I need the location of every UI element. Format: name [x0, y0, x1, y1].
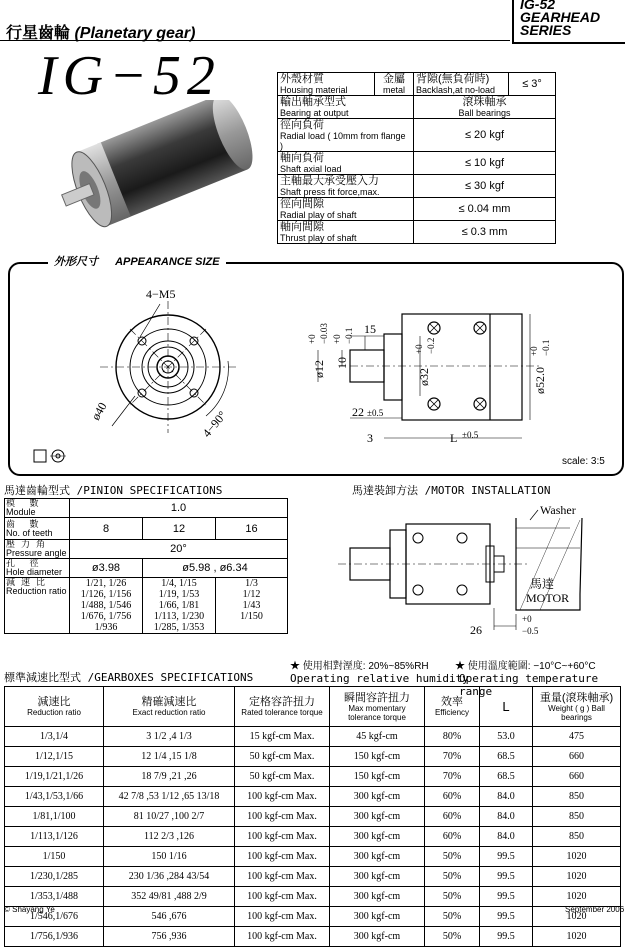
- col-header-zh: 精確減速比: [141, 696, 197, 708]
- table-cell: 84.0: [480, 827, 533, 847]
- table-cell: 68.5: [480, 747, 533, 767]
- angle-label-zh: 壓力角: [6, 539, 52, 549]
- table-cell: 100 kgf-cm Max.: [235, 807, 330, 827]
- header-rule: [0, 40, 510, 41]
- projection-symbol-icon: [34, 450, 66, 462]
- table-cell: 660: [533, 747, 621, 767]
- table-cell: 50 kgf-cm Max.: [235, 747, 330, 767]
- spec-label-zh: 軸向負荷: [280, 152, 324, 164]
- backlash-en: Backlash,at no-load: [416, 85, 496, 95]
- table-cell: 112 2/3 ,126: [104, 827, 235, 847]
- table-cell: 50%: [425, 867, 480, 887]
- table-row: [278, 96, 556, 119]
- appearance-label-en: APPEARANCE SIZE: [115, 256, 220, 268]
- spec-label-en: Radial play of shaft: [280, 210, 357, 220]
- table-cell: 100 kgf-cm Max.: [235, 867, 330, 887]
- col-header-en: Weight ( g ) Ball bearings: [548, 703, 605, 722]
- humidity-zh: ★ 使用相對溼度: 20%~85%RH: [290, 661, 429, 672]
- table-row: [5, 747, 621, 767]
- dim-d32: ø32: [417, 368, 431, 386]
- table-cell: 300 kgf-cm: [330, 847, 425, 867]
- dim-d52: ø52.0: [533, 367, 547, 394]
- table-row: [5, 518, 288, 540]
- col-header: [235, 687, 330, 727]
- temp-en: Operating temperature range: [459, 672, 599, 698]
- table-cell: 100 kgf-cm Max.: [235, 787, 330, 807]
- humidity-note: [290, 657, 469, 685]
- ratio-value: 1/4, 1/15: [161, 578, 197, 589]
- backlash-zh: 背隙(無負荷時): [416, 73, 490, 85]
- dim-len22: 22: [352, 405, 364, 419]
- table-row: [5, 578, 288, 634]
- spec-value: ≤ 0.3 mm: [414, 221, 556, 244]
- series-line-3: SERIES: [520, 22, 572, 38]
- appearance-drawing: [10, 266, 615, 466]
- table-cell: 300 kgf-cm: [330, 807, 425, 827]
- table-cell: 100 kgf-cm Max.: [235, 847, 330, 867]
- ratio-value: 1/150: [240, 611, 263, 622]
- series-line-1: IG-52: [520, 0, 556, 12]
- table-row: [278, 198, 556, 221]
- table-cell: 80%: [425, 727, 480, 747]
- table-cell: 15 kgf-cm Max.: [235, 727, 330, 747]
- ratio-value: 1/21, 1/26: [85, 578, 127, 589]
- table-row: [278, 152, 556, 175]
- col-header-zh: 重量(滾珠軸承): [539, 691, 614, 704]
- backlash-val: ≤ 3°: [509, 73, 556, 96]
- spec-value-en: Ball bearings: [458, 108, 511, 118]
- model-name: IG−52: [38, 45, 221, 107]
- teeth-value: 12: [143, 518, 216, 540]
- dim-d12-up: +0: [307, 334, 317, 344]
- ratio-value: 1/285, 1/353: [153, 622, 205, 633]
- col-header-en: Reduction ratio: [27, 708, 81, 717]
- spec-value: ≤ 30 kgf: [414, 175, 556, 198]
- ratio-col: [70, 578, 143, 634]
- table-cell: 50%: [425, 907, 480, 927]
- dim-angle: 4−90°: [199, 408, 230, 440]
- washer-label: Washer: [540, 503, 576, 517]
- table-cell: 84.0: [480, 787, 533, 807]
- table-cell: 1/43,1/53,1/66: [5, 787, 104, 807]
- dim-m5: 4−M5: [146, 287, 176, 301]
- table-cell: 850: [533, 807, 621, 827]
- table-cell: 99.5: [480, 867, 533, 887]
- spec-label-zh: 軸向間隙: [280, 221, 324, 233]
- install-drawing: [330, 498, 622, 648]
- dim-len15: 15: [364, 322, 376, 336]
- series-badge: [512, 0, 625, 44]
- table-cell: 352 49/81 ,488 2/9: [104, 887, 235, 907]
- table-cell: 300 kgf-cm: [330, 827, 425, 847]
- spec-value: ≤ 0.04 mm: [414, 198, 556, 221]
- table-cell: 50%: [425, 847, 480, 867]
- table-row: [5, 559, 288, 578]
- table-cell: 50%: [425, 887, 480, 907]
- temp-zh: ★ 使用溫度範圍: −10°C~+60°C: [455, 661, 596, 672]
- spec-value-zh: 滾珠軸承: [462, 96, 507, 108]
- table-cell: 300 kgf-cm: [330, 867, 425, 887]
- housing-val-en: metal: [382, 85, 405, 95]
- appearance-label-zh: 外形尺寸: [54, 256, 98, 268]
- col-header-en: Efficiency: [434, 708, 470, 717]
- hole-value: ø3.98: [70, 559, 143, 578]
- spec-label-en: Thrust play of shaft: [280, 233, 357, 243]
- col-header: [104, 687, 235, 727]
- housing-zh: 外殼材質: [280, 73, 324, 85]
- table-cell: 1/81,1/100: [5, 807, 104, 827]
- dim-d32-dn: −0.2: [426, 337, 436, 354]
- spec-label-zh: 徑向間隙: [280, 198, 324, 210]
- dim-26-up: +0: [522, 614, 532, 624]
- dim-d32-up: +0: [414, 344, 424, 354]
- table-cell: 1/3,1/4: [5, 727, 104, 747]
- col-header: [5, 687, 104, 727]
- table-row: [5, 540, 288, 559]
- angle-value: 20°: [70, 540, 288, 559]
- table-row: [278, 221, 556, 244]
- table-cell: 660: [533, 767, 621, 787]
- pinion-title: 馬達齒輪型式 /PINION SPECIFICATIONS: [4, 484, 223, 497]
- ratio-value: 1/126, 1/156: [80, 589, 132, 600]
- table-cell: 1/150: [5, 847, 104, 867]
- table-cell: 1/19,1/21,1/26: [5, 767, 104, 787]
- table-row: [5, 499, 288, 518]
- dim-len22-tol: ±0.5: [367, 408, 384, 418]
- table-cell: 50 kgf-cm Max.: [235, 767, 330, 787]
- table-cell: 99.5: [480, 907, 533, 927]
- title-zh: 行星齒輪: [6, 25, 71, 42]
- dim-len10: 10: [335, 357, 349, 369]
- module-label-en: Module: [6, 507, 36, 517]
- table-row: [278, 119, 556, 152]
- hole-label-en: Hole diameter: [6, 567, 63, 577]
- table-cell: 150 1/16: [104, 847, 235, 867]
- col-header: [533, 687, 621, 727]
- spec-label-zh: 主軸最大承受壓入力: [280, 175, 379, 187]
- ratio-value: 1/936: [94, 622, 118, 633]
- ratio-col: [143, 578, 216, 634]
- table-cell: 1020: [533, 887, 621, 907]
- ratio-value: 1/43: [242, 600, 261, 611]
- hole-label-zh: 孔 徑: [6, 558, 45, 568]
- hole-value: ø5.98 , ø6.34: [143, 559, 288, 578]
- table-cell: 150 kgf-cm: [330, 767, 425, 787]
- table-cell: 68.5: [480, 767, 533, 787]
- table-cell: 99.5: [480, 927, 533, 947]
- dim-d12-dn: −0.03: [319, 323, 329, 344]
- dim-len-l: L: [450, 431, 458, 445]
- teeth-value: 8: [70, 518, 143, 540]
- ratio-value: 1/3: [245, 578, 258, 589]
- ratio-label-zh: 減速比: [6, 577, 52, 587]
- col-header: [480, 687, 533, 727]
- humidity-en: Operating relative humidity: [290, 672, 469, 685]
- dim-d52-dn: −0.1: [541, 339, 551, 356]
- ratio-value: 1/66, 1/81: [158, 600, 200, 611]
- footer-author: © Shayang Ye: [4, 905, 55, 914]
- table-cell: 475: [533, 727, 621, 747]
- spec-label-en: Radial load ( 10mm from flange ): [280, 131, 406, 151]
- teeth-value: 16: [216, 518, 288, 540]
- module-label-zh: 模 數: [6, 498, 45, 508]
- teeth-label-en: No. of teeth: [6, 527, 53, 538]
- table-cell: 850: [533, 827, 621, 847]
- table-cell: 70%: [425, 767, 480, 787]
- table-cell: 3 1/2 ,4 1/3: [104, 727, 235, 747]
- table-row: [5, 727, 621, 747]
- angle-label-en: Pressure angle: [6, 548, 67, 558]
- table-cell: 100 kgf-cm Max.: [235, 827, 330, 847]
- motor-label-en: MOTOR: [526, 591, 570, 605]
- dim-len10-dn: −0.1: [344, 327, 354, 344]
- table-row: [5, 847, 621, 867]
- col-header: [330, 687, 425, 727]
- series-line-2: GEARHEAD: [520, 9, 601, 25]
- spec-value: ≤ 10 kgf: [414, 152, 556, 175]
- spec-label-zh: 輸出軸承型式: [280, 96, 346, 108]
- table-row: [5, 927, 621, 947]
- col-header-en: Max momentary tolerance torque: [348, 703, 406, 722]
- col-header-zh: 瞬間容許扭力: [344, 691, 410, 704]
- install-title: 馬達裝卸方法 /MOTOR INSTALLATION: [352, 484, 551, 497]
- ratio-value: 1/488, 1/546: [80, 600, 132, 611]
- table-cell: 300 kgf-cm: [330, 907, 425, 927]
- dim-26: 26: [470, 623, 482, 637]
- ratio-value: 1/12: [242, 589, 261, 600]
- col-header-zh: 效率: [441, 696, 463, 708]
- table-cell: 60%: [425, 807, 480, 827]
- table-cell: 53.0: [480, 727, 533, 747]
- module-value: 1.0: [70, 499, 288, 518]
- dim-len3: 3: [367, 431, 373, 445]
- dim-d52-up: +0: [529, 346, 539, 356]
- table-cell: 230 1/36 ,284 43/54: [104, 867, 235, 887]
- spec-label-en: Bearing at output: [280, 108, 349, 118]
- table-cell: 150 kgf-cm: [330, 747, 425, 767]
- table-cell: 100 kgf-cm Max.: [235, 927, 330, 947]
- table-cell: 850: [533, 787, 621, 807]
- table-row: [5, 807, 621, 827]
- motor-label-zh: 馬達: [530, 577, 555, 591]
- ratio-value: 1/676, 1/756: [80, 611, 132, 622]
- teeth-label-zh: 齒 數: [6, 518, 45, 529]
- housing-val-zh: 金屬: [383, 73, 405, 85]
- table-cell: 300 kgf-cm: [330, 887, 425, 907]
- table-cell: 60%: [425, 787, 480, 807]
- table-cell: 42 7/8 ,53 1/12 ,65 13/18: [104, 787, 235, 807]
- dim-d40: ø40: [88, 399, 110, 423]
- gearbox-title: 標準減速比型式 /GEARBOXES SPECIFICATIONS: [4, 671, 254, 684]
- col-header-zh: L: [502, 698, 510, 714]
- table-cell: 60%: [425, 827, 480, 847]
- gear-motor-photo: [50, 100, 280, 230]
- dim-26-dn: −0.5: [522, 626, 539, 636]
- table-row: [278, 175, 556, 198]
- dim-len-l-tol: ±0.5: [462, 430, 479, 440]
- table-row: [5, 767, 621, 787]
- table-cell: 1/546,1/676: [5, 907, 104, 927]
- table-cell: 1/756,1/936: [5, 927, 104, 947]
- table-cell: 300 kgf-cm: [330, 927, 425, 947]
- table-cell: 50%: [425, 927, 480, 947]
- ratio-value: 1/113, 1/230: [153, 611, 205, 622]
- table-cell: 1/113,1/126: [5, 827, 104, 847]
- table-cell: 84.0: [480, 807, 533, 827]
- spec-label-en: Shaft axial load: [280, 164, 342, 174]
- spec-value: ≤ 20 kgf: [414, 119, 556, 152]
- table-row: [278, 73, 556, 96]
- table-cell: 12 1/4 ,15 1/8: [104, 747, 235, 767]
- table-row: [5, 887, 621, 907]
- spec-label-en: Shaft press fit force,max.: [280, 187, 380, 197]
- title-en: (Planetary gear): [74, 25, 196, 42]
- table-row: [5, 867, 621, 887]
- gearbox-table: [4, 686, 621, 947]
- table-cell: 1/12,1/15: [5, 747, 104, 767]
- scale-note: scale: 3:5: [562, 456, 605, 467]
- table-cell: 81 10/27 ,100 2/7: [104, 807, 235, 827]
- spec-table: [277, 72, 556, 244]
- col-header-zh: 減速比: [37, 696, 71, 708]
- table-cell: 99.5: [480, 847, 533, 867]
- table-cell: 100 kgf-cm Max.: [235, 907, 330, 927]
- footer-date: September 2006: [565, 905, 625, 914]
- table-cell: 1020: [533, 927, 621, 947]
- table-cell: 1/230,1/285: [5, 867, 104, 887]
- table-row: [5, 827, 621, 847]
- table-cell: 70%: [425, 747, 480, 767]
- ratio-col: [216, 578, 288, 634]
- table-cell: 546 ,676: [104, 907, 235, 927]
- table-row: [5, 787, 621, 807]
- spec-label-zh: 徑向負荷: [280, 119, 324, 131]
- col-header-zh: 定格容許扭力: [249, 696, 315, 708]
- table-cell: 99.5: [480, 887, 533, 907]
- table-cell: 756 ,936: [104, 927, 235, 947]
- table-cell: 1020: [533, 867, 621, 887]
- table-cell: 1020: [533, 847, 621, 867]
- ratio-value: 1/19, 1/53: [158, 589, 200, 600]
- dim-d12: ø12: [312, 360, 326, 378]
- table-cell: 18 7/9 ,21 ,26: [104, 767, 235, 787]
- col-header-en: Exact reduction ratio: [132, 708, 206, 717]
- table-cell: 300 kgf-cm: [330, 787, 425, 807]
- dim-len10-up: +0: [332, 334, 342, 344]
- ratio-label-en: Reduction ratio: [6, 586, 67, 596]
- col-header-en: Rated tolerance torque: [241, 708, 323, 717]
- table-cell: 45 kgf-cm: [330, 727, 425, 747]
- table-header-row: [5, 687, 621, 727]
- table-cell: 100 kgf-cm Max.: [235, 887, 330, 907]
- table-cell: 1020: [533, 907, 621, 927]
- table-cell: 1/353,1/488: [5, 887, 104, 907]
- pinion-table: [4, 498, 288, 634]
- housing-en: Housing material: [280, 85, 348, 95]
- col-header: [425, 687, 480, 727]
